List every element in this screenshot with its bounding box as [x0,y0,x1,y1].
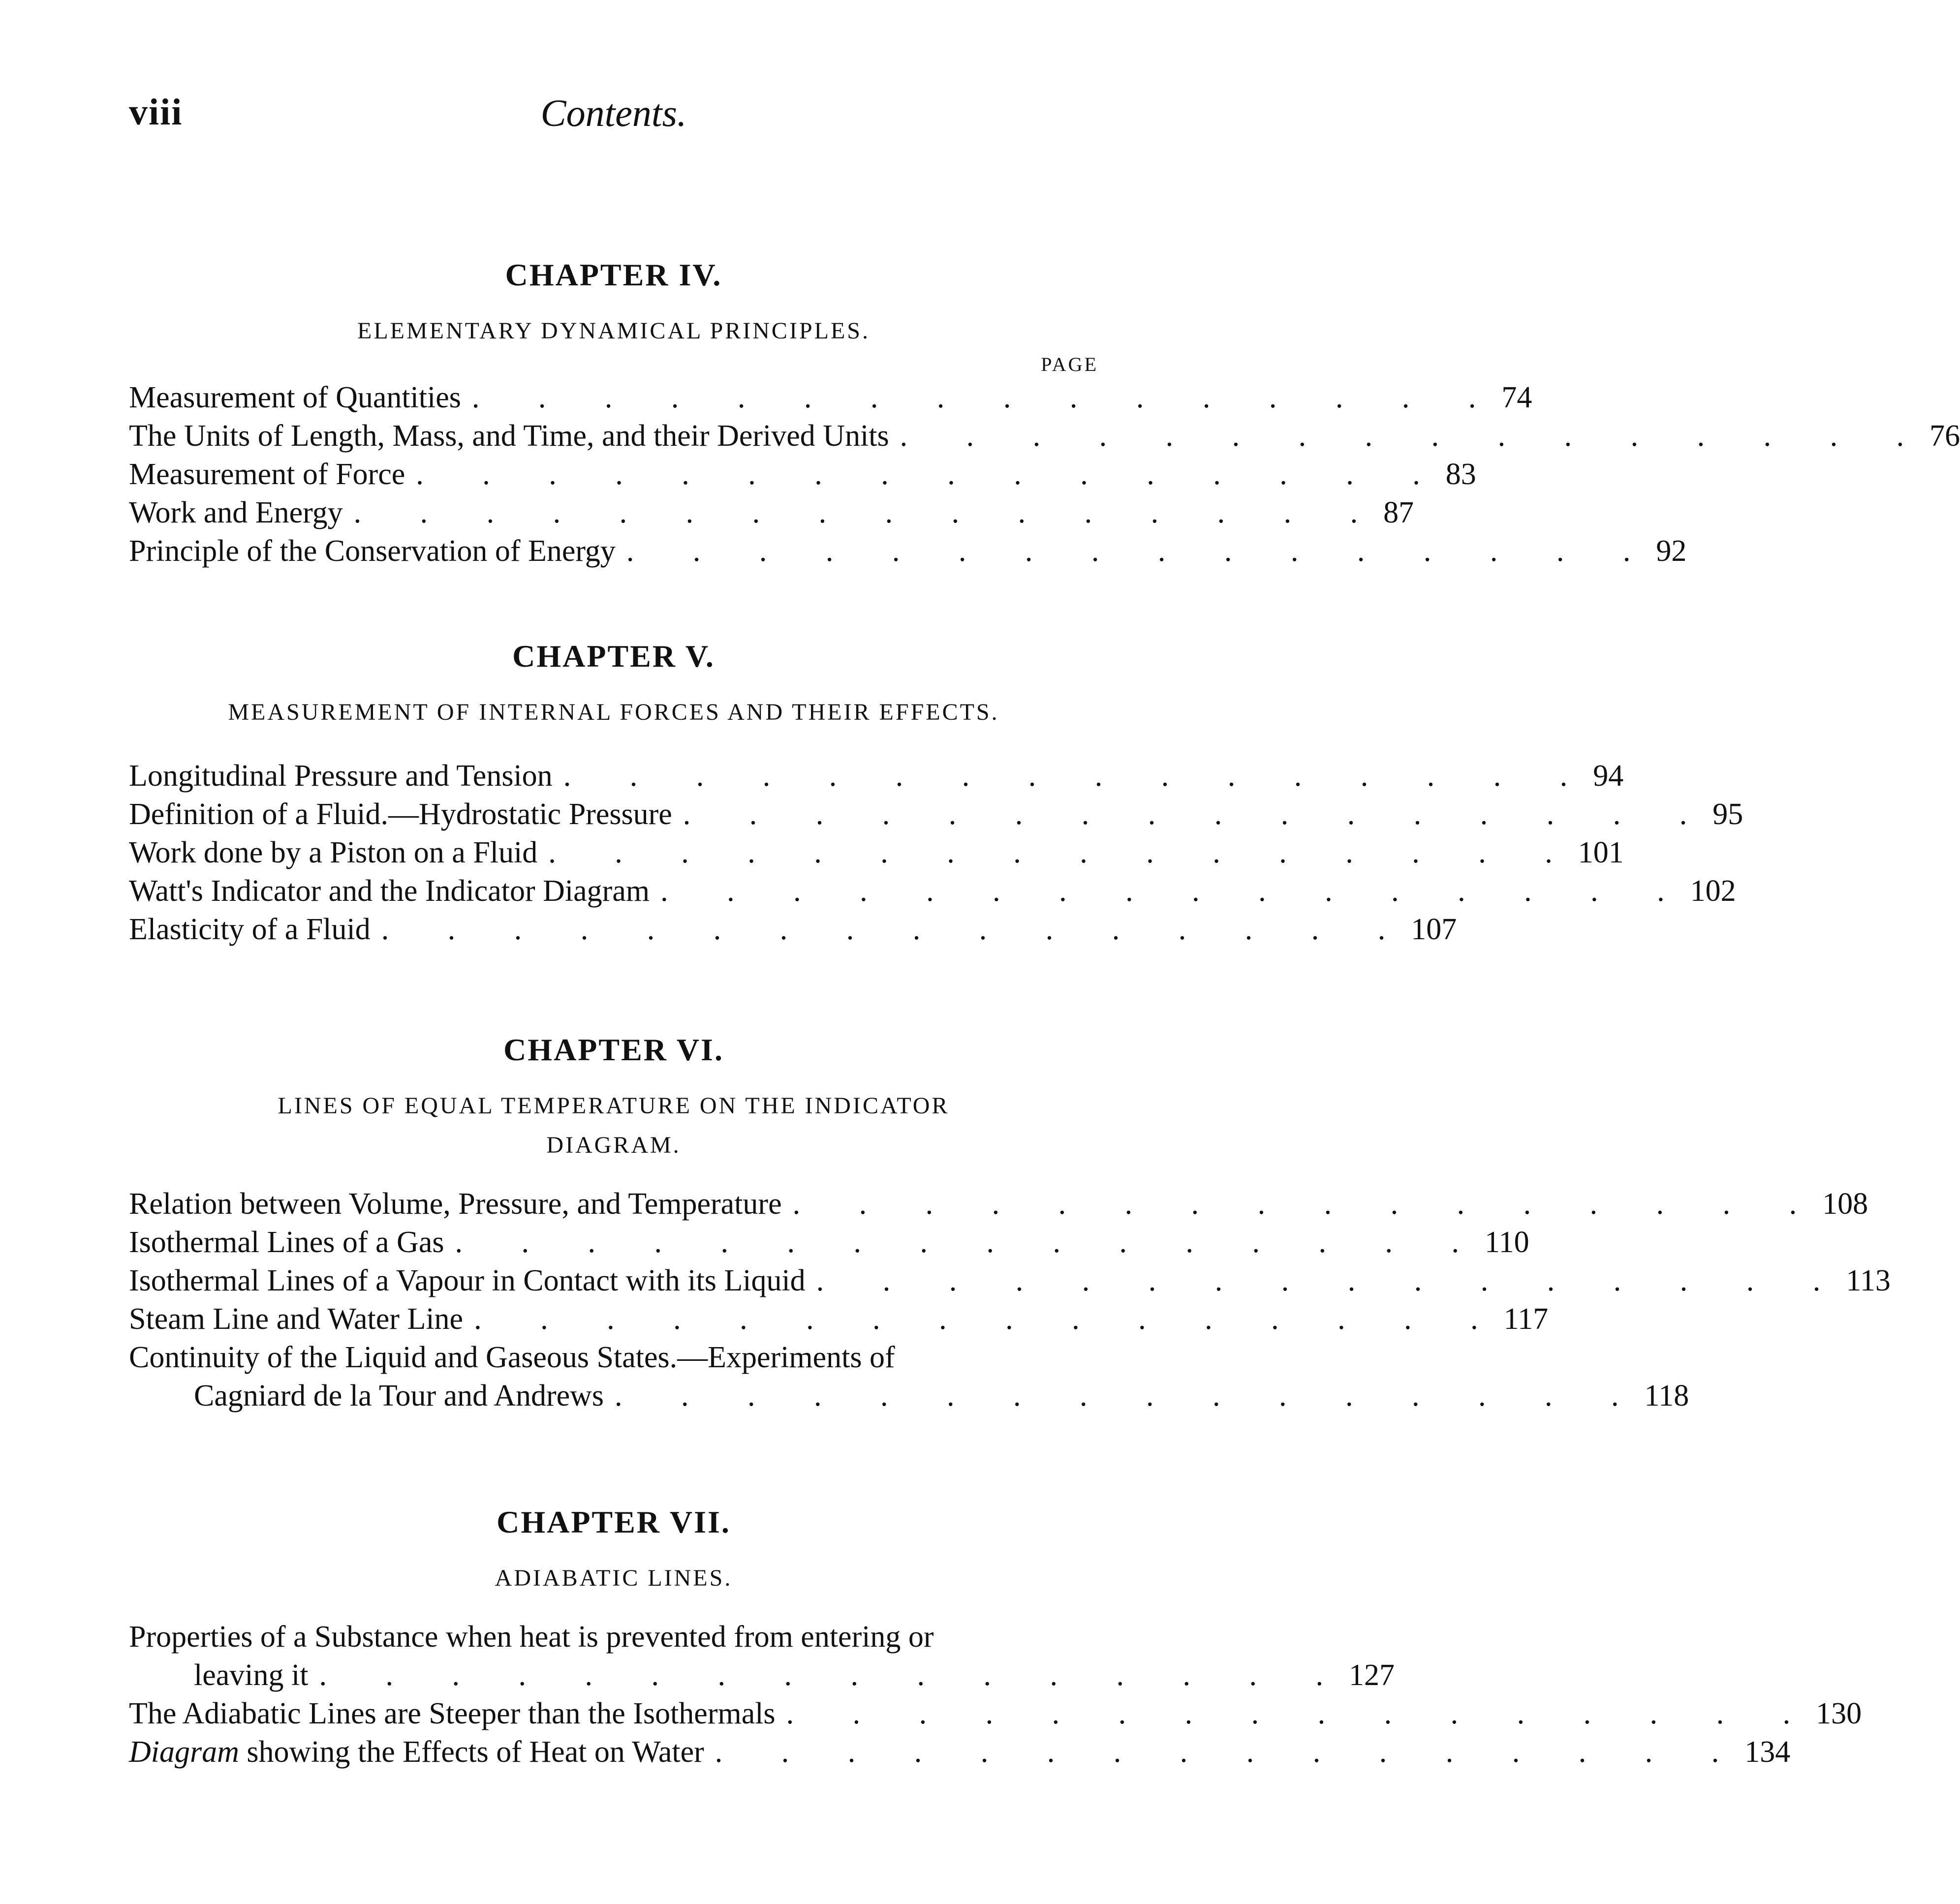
chapter-heading: CHAPTER VI. [503,1032,724,1067]
chapter-subtitle-line-1: LINES OF EQUAL TEMPERATURE ON THE INDICATOR [278,1093,950,1119]
leader-dots: . . . . . . . . . . . . . . . . [474,1302,1504,1336]
toc-entry[interactable] [129,493,1414,532]
toc-entry-page: 130 [1816,1697,1862,1730]
toc-entry-title [129,1733,715,1771]
toc-entry[interactable] [129,795,1743,833]
toc-entry-page: 113 [1846,1264,1891,1297]
page-number: viii [129,92,183,133]
toc-entry-title-line-1[interactable]: Properties of a Substance when heat is prevented from entering or [129,1620,934,1654]
toc-entry-page: 83 [1445,458,1476,491]
page-column-label: PAGE [1041,353,1098,375]
toc-entry[interactable] [129,1300,1549,1338]
toc-entry-page: 127 [1348,1658,1395,1692]
leader-dots: . . . . . . . . . . . . . . . . [563,759,1593,793]
toc-entry[interactable] [129,1656,1395,1694]
toc-entry-page: 107 [1411,913,1457,946]
toc-entry-title: The Adiabatic Lines are Steeper than the Isothermals [129,1697,776,1730]
toc-entry-title: Steam Line and Water Line [129,1302,464,1336]
toc-entry-page: 74 [1501,381,1532,414]
toc-entry-page: 134 [1744,1735,1791,1769]
toc-entry-title-line-2: Cagniard de la Tour and Andrews [194,1379,604,1413]
toc-entry[interactable] [129,455,1476,493]
chapter-subtitle: ADIABATIC LINES. [495,1565,733,1591]
toc-entry-page: 92 [1656,534,1687,568]
leader-dots: . . . . . . . . . . . . . . . . [471,381,1502,414]
toc-entry[interactable] [129,378,1532,417]
toc-entry[interactable] [129,532,1687,570]
leader-dots: . . . . . . . . . . . . . . . . [660,874,1690,908]
toc-entry-title: Isothermal Lines of a Gas [129,1226,444,1259]
toc-entry-title: Work done by a Piston on a Fluid [129,836,538,869]
leader-dots: . . . . . . . . . . . . . . . . [455,1226,1485,1259]
toc-entry-title: Relation between Volume, Pressure, and Temperature [129,1187,782,1221]
chapter-heading: CHAPTER IV. [505,257,722,292]
chapter-7 [129,1501,1862,1771]
toc-entry-page: 101 [1578,836,1624,869]
toc-entry[interactable] [129,1185,1868,1223]
leader-dots: . . . . . . . . . . . . . . . . [816,1264,1846,1297]
toc-entry-page: 76 [1929,419,1960,453]
leader-dots: . . . . . . . . . . . . . . . . [319,1658,1349,1692]
toc-entry[interactable] [129,910,1457,949]
chapter-heading: CHAPTER VII. [497,1505,731,1539]
toc-entry-title-line-1[interactable]: Continuity of the Liquid and Gaseous States.—Experiments of [129,1341,895,1374]
toc-entry[interactable] [129,833,1624,872]
toc-entry[interactable] [129,417,1960,455]
toc-entry[interactable] [129,872,1736,910]
leader-dots: . . . . . . . . . . . . . . . . [715,1735,1745,1769]
chapter-heading: CHAPTER V. [512,639,715,674]
leader-dots: . . . . . . . . . . . . . . . . [381,913,1411,946]
toc-entry-title: Watt's Indicator and the Indicator Diagram [129,874,650,908]
chapter-5 [129,635,1743,949]
toc-entry-page: 117 [1503,1302,1549,1336]
toc-entry-page: 118 [1644,1379,1689,1413]
leader-dots: . . . . . . . . . . . . . . . . [683,798,1713,831]
toc-entry-page: 108 [1822,1187,1868,1221]
toc-entry-title: Work and Energy [129,496,343,529]
toc-entry[interactable] [129,1223,1529,1261]
toc-entry-title: Measurement of Quantities [129,381,461,414]
chapter-4 [129,253,1960,570]
leader-dots: . . . . . . . . . . . . . . . . [900,419,1930,453]
toc-entry[interactable] [129,1694,1862,1733]
toc-entry-page: 94 [1593,759,1624,793]
chapter-6 [129,1028,1891,1415]
chapter-subtitle-line-2: DIAGRAM. [546,1132,681,1158]
leader-dots: . . . . . . . . . . . . . . . . [416,458,1446,491]
page-header [129,91,1098,145]
leader-dots: . . . . . . . . . . . . . . . . [792,1187,1823,1221]
leader-dots: . . . . . . . . . . . . . . . . [353,496,1384,529]
toc-entry-title: Longitudinal Pressure and Tension [129,759,553,793]
leader-dots: . . . . . . . . . . . . . . . . [626,534,1656,568]
leader-dots: . . . . . . . . . . . . . . . . [615,1379,1645,1413]
toc-entry-title-italic: Diagram [129,1735,239,1769]
leader-dots: . . . . . . . . . . . . . . . . [786,1697,1816,1730]
toc-entry-page: 95 [1712,798,1743,831]
running-title: Contents. [540,92,687,134]
toc-entry-title: Elasticity of a Fluid [129,913,371,946]
leader-dots: . . . . . . . . . . . . . . . . [548,836,1578,869]
toc-entry-title: The Units of Length, Mass, and Time, and their Derived Units [129,419,889,453]
toc-entry[interactable] [129,1733,1791,1771]
toc-entry-title: Principle of the Conservation of Energy [129,534,616,568]
toc-entry-title-rest: showing the Effects of Heat on Water [239,1735,704,1769]
toc-entry-page: 87 [1383,496,1414,529]
toc-entry[interactable] [129,757,1624,795]
toc-entry-title-line-2: leaving it [194,1658,309,1692]
toc-entry[interactable] [129,1377,1689,1415]
toc-entry-title: Definition of a Fluid.—Hydrostatic Pressure [129,798,672,831]
toc-entry-title: Isothermal Lines of a Vapour in Contact with its Liquid [129,1264,806,1297]
toc-entry[interactable] [129,1261,1891,1300]
chapter-subtitle: ELEMENTARY DYNAMICAL PRINCIPLES. [357,318,870,344]
toc-entry-page: 102 [1690,874,1736,908]
toc-entry-title: Measurement of Force [129,458,405,491]
chapter-subtitle: MEASUREMENT OF INTERNAL FORCES AND THEIR EFFECTS. [228,699,999,725]
toc-entry-page: 110 [1484,1226,1529,1259]
